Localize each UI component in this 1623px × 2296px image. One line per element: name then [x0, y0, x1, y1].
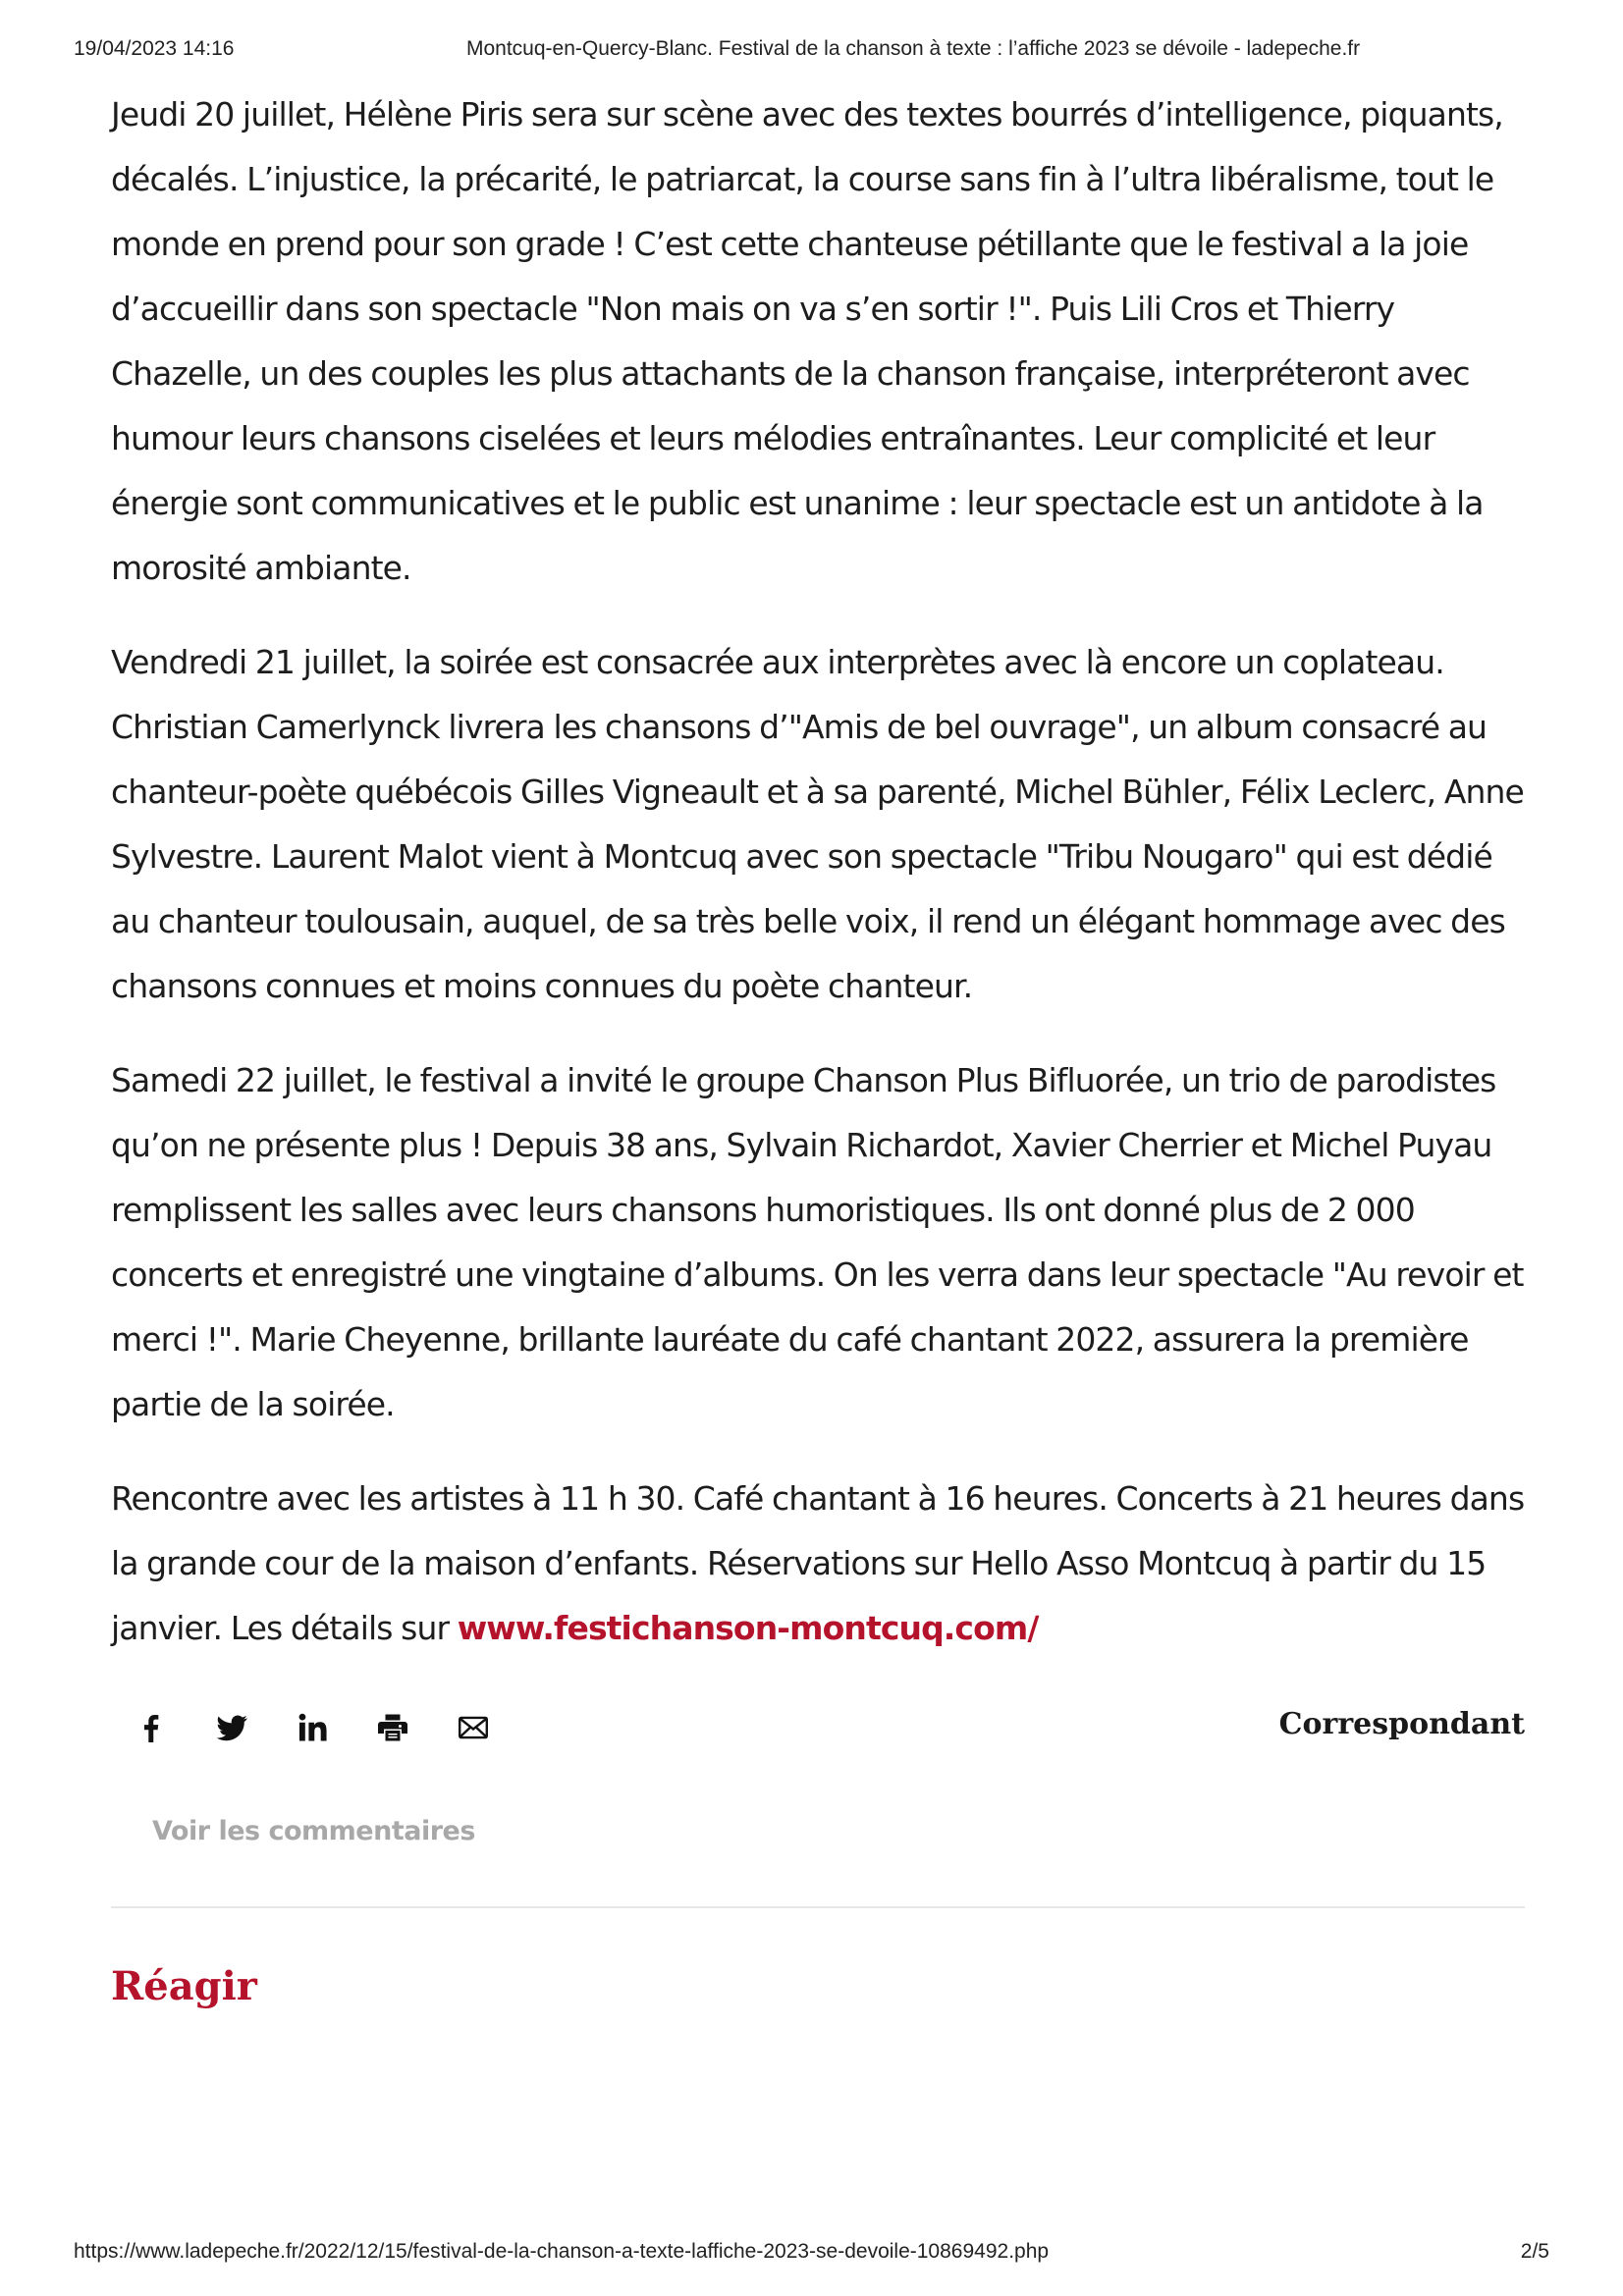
- paragraph-thursday: Jeudi 20 juillet, Hélène Piris sera sur scène avec des textes bourrés d’intelligence, piquants, décalés. L’injustice, la précarité, le patriarcat, la course sans fin à l’ultra libéralisme, tout le monde en prend pour son grade ! C’est cette chanteuse pétillante que le festival a la joie d’accueillir dans son spectacle "Non mais on va s’en sortir !". Puis Lili Cros et Thierry Chazelle, un des couples les plus attachants de la chanson française, interpréteront avec humour leurs chansons ciselées et leurs mélodies entraînantes. Leur complicité et leur énergie sont communicatives et le public est unanime : leur spectacle est un antidote à la morosité ambiante.: [111, 95, 1503, 587]
- linkedin-icon[interactable]: [292, 1707, 333, 1748]
- print-header: [74, 37, 1549, 67]
- print-footer: [74, 2240, 1549, 2269]
- reagir-heading: Réagir: [111, 1963, 257, 2009]
- view-comments-link[interactable]: Voir les commentaires: [152, 1816, 475, 1846]
- paragraph-practical-info: [111, 1467, 1525, 1661]
- article-body: [111, 82, 1525, 1690]
- print-icon[interactable]: [372, 1707, 413, 1748]
- email-icon[interactable]: [453, 1707, 494, 1748]
- festival-website-link[interactable]: www.festichanson-montcuq.com/: [457, 1609, 1039, 1647]
- share-bar: [111, 1703, 1525, 1752]
- share-icons: [131, 1703, 494, 1752]
- print-page-title: Montcuq-en-Quercy-Blanc. Festival de la chanson à texte : l’affiche 2023 se dévoile - ladepeche.fr: [466, 37, 1361, 60]
- paragraph-saturday: Samedi 22 juillet, le festival a invité le groupe Chanson Plus Bifluorée, un trio de parodistes qu’on ne présente plus ! Depuis 38 ans, Sylvain Richardot, Xavier Cherrier et Michel Puyau remplissent les salles avec leurs chansons humoristiques. Ils ont donné plus de 2 000 concerts et enregistré une vingtaine d’albums. On les verra dans leur spectacle "Au revoir et merci !". Marie Cheyenne, brillante lauréate du café chantant 2022, assurera la première partie de la soirée.: [111, 1061, 1524, 1423]
- practical-info-text: Rencontre avec les artistes à 11 h 30. Café chantant à 16 heures. Concerts à 21 heures dans la grande cour de la maison d’enfants. Réservations sur Hello Asso Montcuq à partir du 15 janvier. Les détails sur: [111, 1479, 1525, 1647]
- paragraph-friday: Vendredi 21 juillet, la soirée est consacrée aux interprètes avec là encore un coplateau. Christian Camerlynck livrera les chansons d’"Amis de bel ouvrage", un album consacré au chanteur-poète québécois Gilles Vigneault et à sa parenté, Michel Bühler, Félix Leclerc, Anne Sylvestre. Laurent Malot vient à Montcuq avec son spectacle "Tribu Nougaro" qui est dédié au chanteur toulousain, auquel, de sa très belle voix, il rend un élégant hommage avec des chansons connues et moins connues du poète chanteur.: [111, 643, 1524, 1005]
- section-divider: [111, 1906, 1525, 1908]
- page-number: 2/5: [1520, 2240, 1549, 2263]
- facebook-icon[interactable]: [131, 1707, 172, 1748]
- twitter-icon[interactable]: [211, 1707, 252, 1748]
- print-date: 19/04/2023 14:16: [74, 37, 235, 60]
- author-name: Correspondant: [1278, 1707, 1525, 1741]
- print-url: https://www.ladepeche.fr/2022/12/15/festival-de-la-chanson-a-texte-laffiche-2023-se-devoile-10869492.php: [74, 2240, 1050, 2263]
